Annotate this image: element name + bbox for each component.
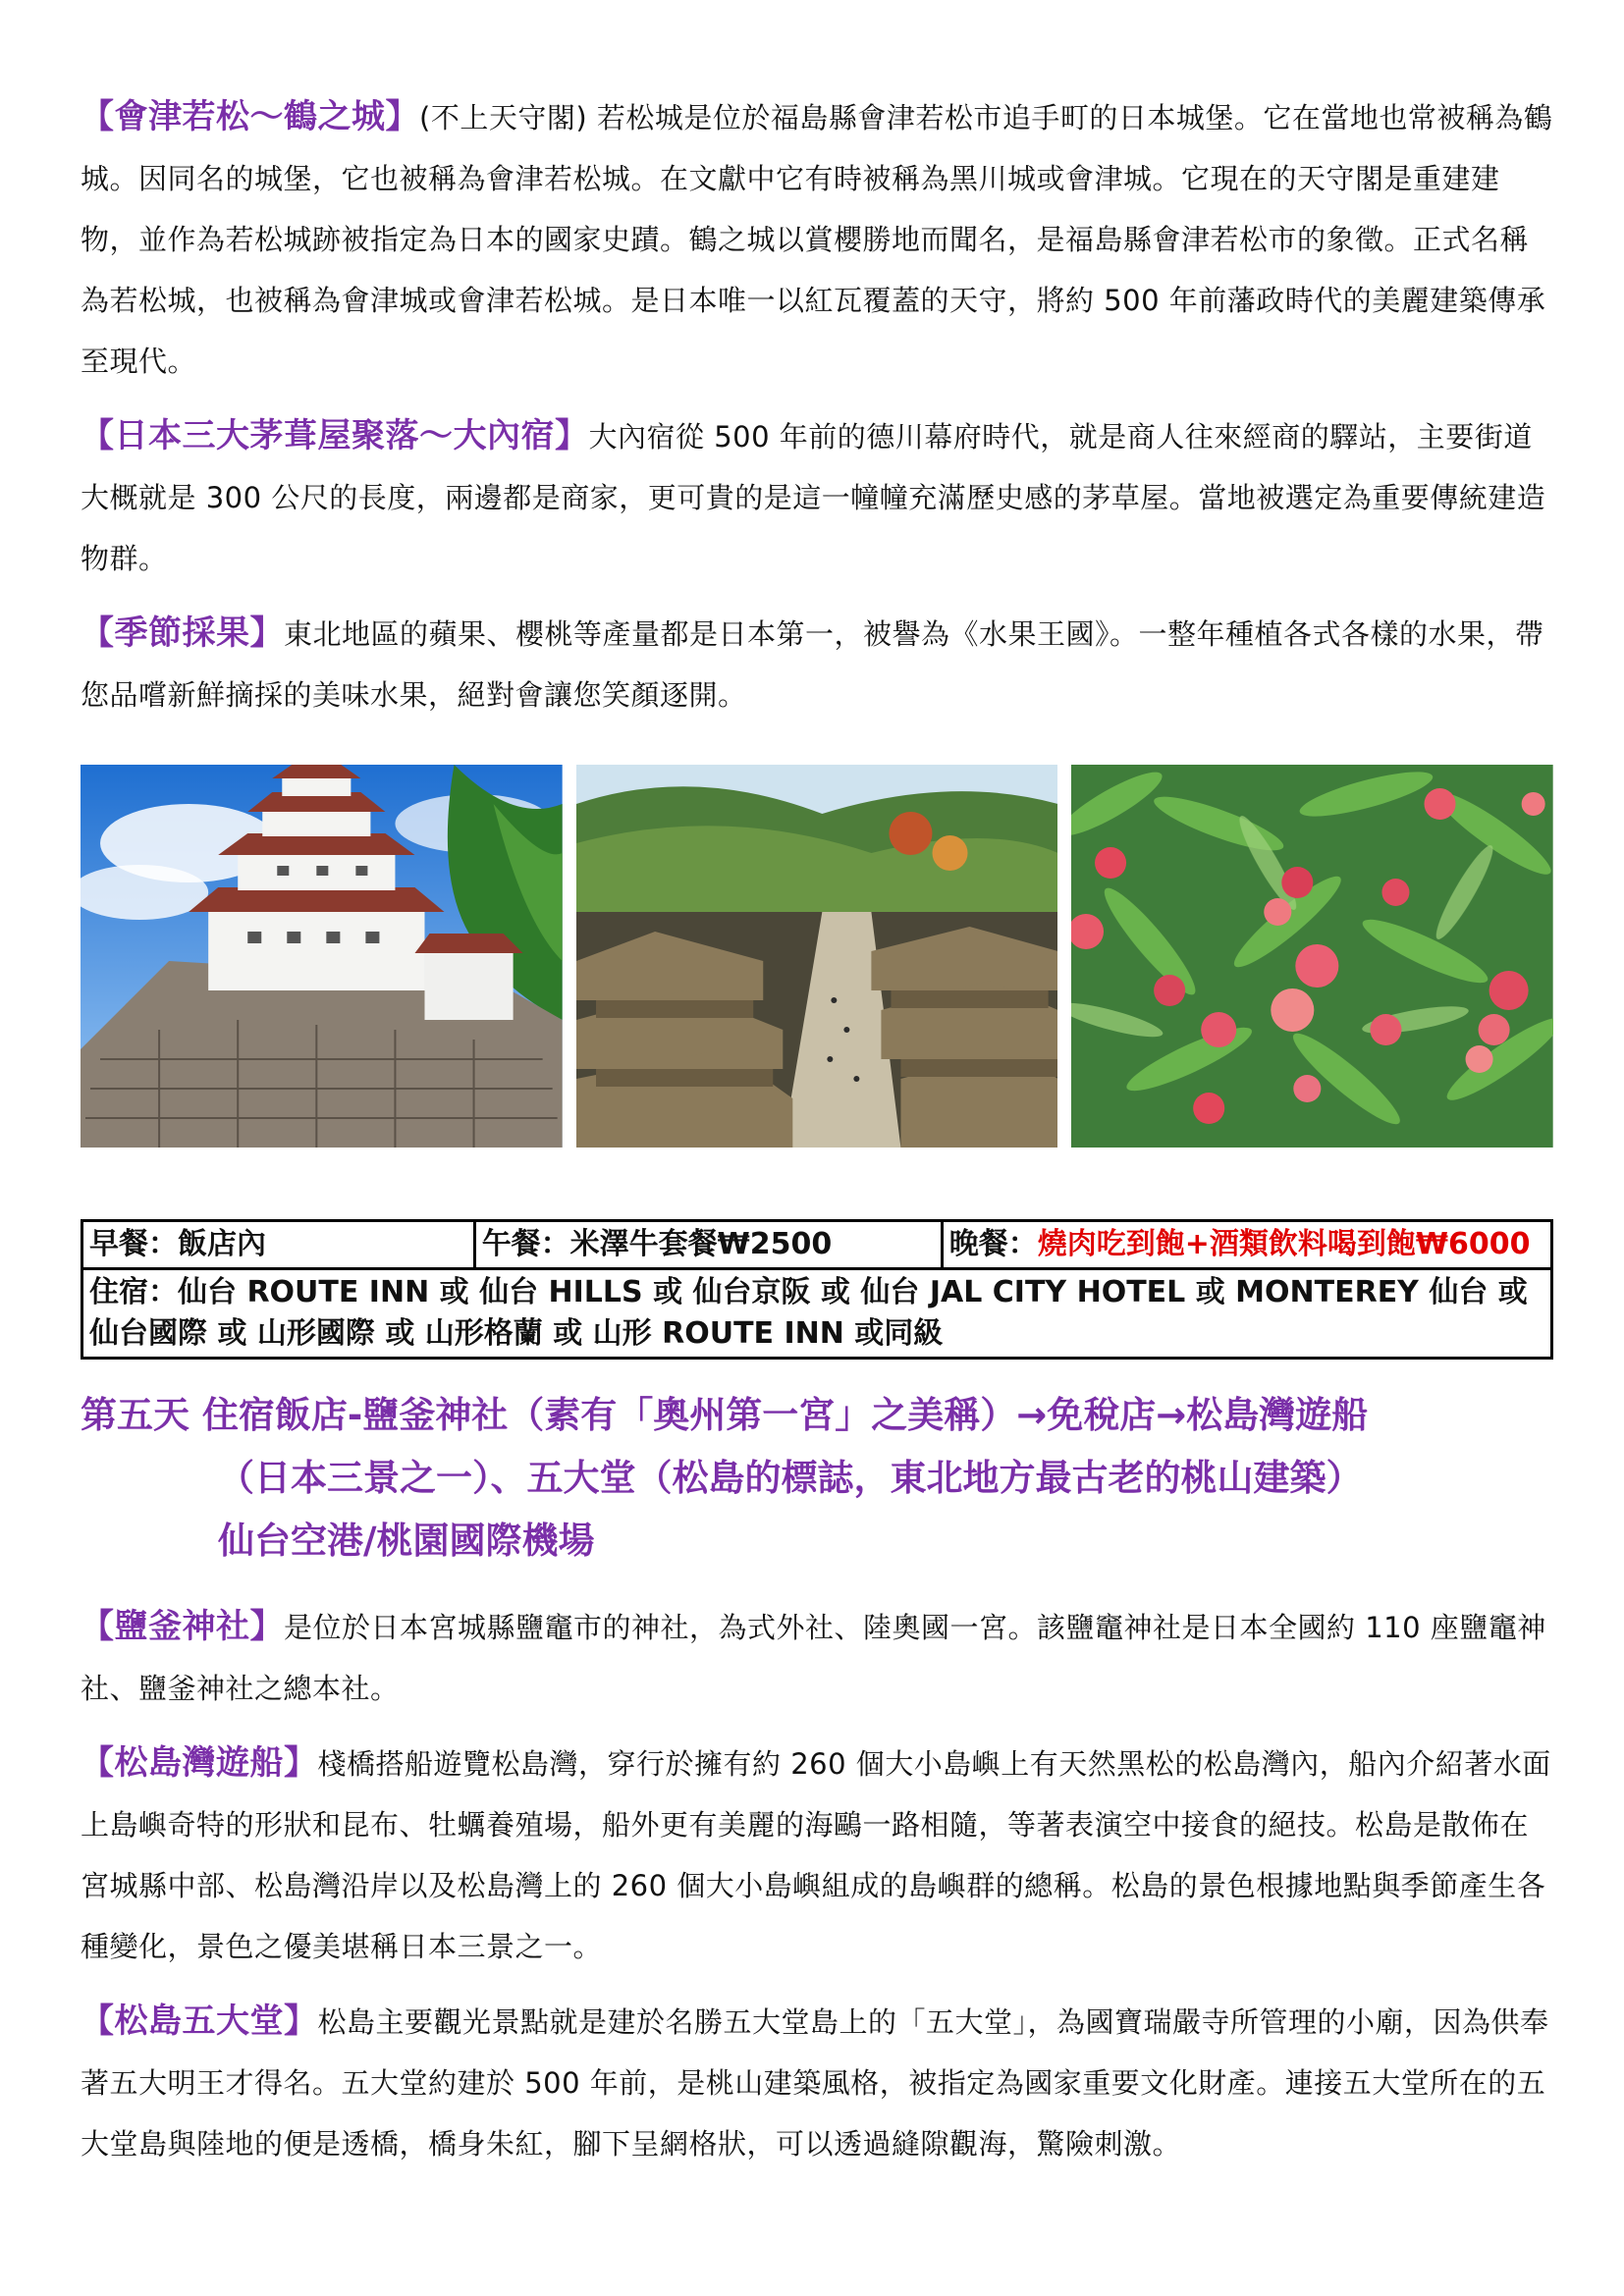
- section-body: (不上天守閣) 若松城是位於福島縣會津若松市追手町的日本城堡。它在當地也常被稱為鶴城。因同名的城堡，它也被稱為會津若松城。在文獻中它有時被稱為黑川城或會津城。它現在的天守閣是重建建物，並作為若松城跡被指定為日本的國家史蹟。鶴之城以賞櫻勝地而聞名，是福島縣會津若松市的象徵。正式名稱為若松城，也被稱為會津城或會津若松城。是日本唯一以紅瓦覆蓋的天守，將約 500 年前藩政時代的美麗建築傳承至現代。: [81, 101, 1553, 378]
- section-body: 松島主要觀光景點就是建於名勝五大堂島上的「五大堂」，為國寶瑞嚴寺所管理的小廟，因為供奉著五大明王才得名。五大堂約建於 500 年前，是桃山建築風格，被指定為國家重要文化財產。連接五大堂所在的五大堂島與陸地的便是透橋，橋身朱紅，腳下呈網格狀，可以透過縫隙觀海，驚險刺激。: [81, 2005, 1549, 2161]
- dinner-value: 燒肉吃到飽+酒類飲料喝到飽₩6000: [1037, 1227, 1531, 1261]
- top-content: [81, 86, 1553, 1148]
- lodging-row: [82, 1269, 1552, 1359]
- section-matsushima-cruise: [81, 1733, 1553, 1977]
- peach-tree-photo: [1071, 765, 1553, 1148]
- bottom-content: [81, 1596, 1553, 2188]
- dinner-label: 晚餐：: [948, 1227, 1038, 1261]
- section-shiogama-shrine: [81, 1596, 1553, 1719]
- castle-photo: [81, 765, 563, 1148]
- section-godaido: [81, 1991, 1553, 2174]
- section-fruit-picking: [81, 603, 1553, 725]
- breakfast-cell: 早餐：飯店內: [82, 1221, 475, 1269]
- section-title: 【日本三大茅葺屋聚落～大內宿】: [81, 416, 589, 455]
- section-title: 【會津若松～鶴之城】: [81, 97, 419, 136]
- village-photo: [576, 765, 1058, 1148]
- section-title: 【季節採果】: [81, 614, 284, 653]
- section-body: 是位於日本宮城縣鹽竈市的神社，為式外社、陸奧國一宮。該鹽竈神社是日本全國約 110 座鹽竈神社、鹽釜神社之總本社。: [81, 1611, 1546, 1705]
- section-title: 【松島灣遊船】: [81, 1743, 318, 1783]
- meals-row: [82, 1221, 1552, 1269]
- section-body: 東北地區的蘋果、櫻桃等產量都是日本第一，被譽為《水果王國》。一整年種植各式各樣的水果，帶您品嚐新鮮摘採的美味水果，絕對會讓您笑顏逐開。: [81, 617, 1544, 712]
- meals-table: [81, 1219, 1553, 1360]
- day5-heading: [81, 1384, 1553, 1573]
- lunch-cell: 午餐：米澤牛套餐₩2500: [474, 1221, 942, 1269]
- section-title: 【松島五大堂】: [81, 2002, 318, 2041]
- section-body: 棧橋搭船遊覽松島灣，穿行於擁有約 260 個大小島嶼上有天然黑松的松島灣內，船內介紹著水面上島嶼奇特的形狀和昆布、牡蠣養殖場，船外更有美麗的海鷗一路相隨，等著表演空中接食的絕技。松島是散佈在宮城縣中部、松島灣沿岸以及松島灣上的 260 個大小島嶼組成的島嶼群的總稱。松島的景色根據地點與季節產生各種變化，景色之優美堪稱日本三景之一。: [81, 1747, 1551, 1963]
- section-aizu-castle: [81, 86, 1553, 392]
- photo-row: [81, 765, 1553, 1148]
- section-ouchi-juku: [81, 405, 1553, 589]
- day5-line2: （日本三景之一）、五大堂（松島的標誌，東北地方最古老的桃山建築）: [218, 1457, 1363, 1499]
- day5-line3: 仙台空港/桃園國際機場: [218, 1520, 595, 1562]
- section-title: 【鹽釜神社】: [81, 1607, 284, 1646]
- lodging-cell: 住宿：仙台 ROUTE INN 或 仙台 HILLS 或 仙台京阪 或 仙台 JAL CITY HOTEL 或 MONTEREY 仙台 或 仙台國際 或 山形國際 或 山形格蘭 或 山形 ROUTE INN 或同級: [82, 1269, 1552, 1359]
- day5-line1: 第五天 住宿飯店-鹽釜神社（素有「奧州第一宮」之美稱）→免稅店→松島灣遊船: [81, 1394, 1369, 1436]
- section-body: 大內宿從 500 年前的德川幕府時代，就是商人往來經商的驛站，主要街道大概就是 300 公尺的長度，兩邊都是商家，更可貴的是這一幢幢充滿歷史感的茅草屋。當地被選定為重要傳統建造物群。: [81, 420, 1546, 575]
- dinner-cell: [942, 1221, 1551, 1269]
